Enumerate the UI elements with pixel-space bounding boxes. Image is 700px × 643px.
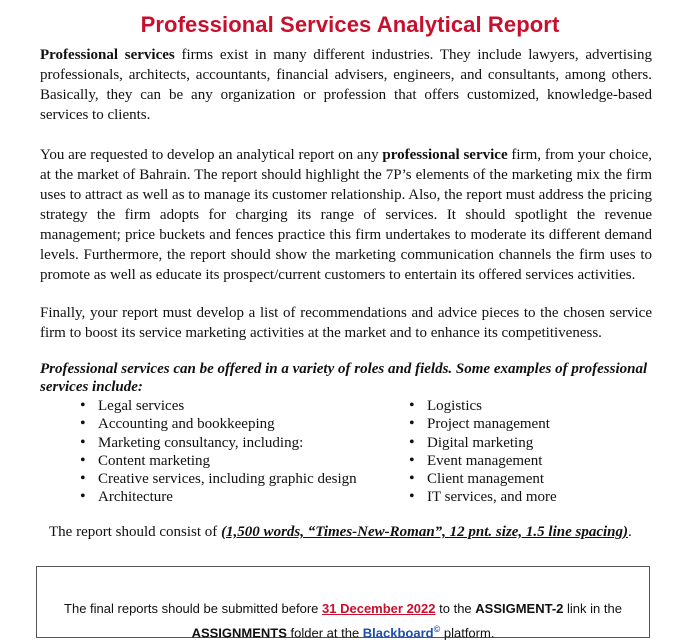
notice-text-2: to the bbox=[435, 601, 476, 616]
submission-notice-box bbox=[36, 566, 650, 641]
list-item: • Creative services, including graphic design bbox=[76, 470, 357, 488]
format-suffix: . bbox=[628, 524, 632, 540]
list-item: • Client management bbox=[405, 470, 557, 488]
platform-name: Blackboard bbox=[362, 625, 434, 641]
examples-right-list bbox=[405, 397, 557, 507]
list-item: • Marketing consultancy, including: bbox=[76, 434, 357, 452]
list-item: • Architecture bbox=[76, 488, 357, 506]
list-item: • Digital marketing bbox=[405, 434, 557, 452]
folder-name: ASSIGNMENTS bbox=[191, 625, 287, 641]
notice-text-1: The final reports should be submitted before bbox=[64, 601, 323, 616]
report-title: Professional Services Analytical Report bbox=[140, 12, 560, 37]
examples-intro: Professional services can be offered in a variety of roles and fields. Some examples of professional services include: bbox=[40, 361, 648, 395]
list-item: • Project management bbox=[405, 415, 557, 433]
list-item: • Logistics bbox=[405, 397, 557, 415]
format-prefix: The report should consist of bbox=[49, 524, 222, 540]
deadline-date: 31 December 2022 bbox=[322, 601, 436, 616]
list-item: • Accounting and bookkeeping bbox=[76, 415, 357, 433]
notice-text-5: platform. bbox=[440, 625, 495, 641]
list-item: • Content marketing bbox=[76, 452, 357, 470]
examples-left-list bbox=[76, 397, 357, 507]
list-item: • Event management bbox=[405, 452, 557, 470]
task-text-a: You are requested to develop an analytical report on any bbox=[40, 147, 383, 163]
task-bold: professional service bbox=[382, 147, 508, 163]
assignment-link-name: ASSIGMENT-2 bbox=[475, 601, 564, 616]
intro-lead: Professional services bbox=[40, 47, 175, 63]
task-text-b: firm, from your choice, at the market of Bahrain. The report should highlight the 7P’s elements of the marketing mix the firm uses to attract as well as to manage its customer relationship. Also, the report must address the pricing strategy the firm adopts for charging its range of services. It should spotlight the revenue management; price buckets and fences practice this firm undertakes to moderate its different demand levels. Furthermore, the report should show the marketing communication channels the firm uses to promote as well as educate its prospect/current customers to entertain its offered services activities. bbox=[40, 147, 653, 283]
intro-paragraph bbox=[40, 45, 652, 125]
notice-text-3: link in the bbox=[563, 601, 622, 616]
intro-text: firms exist in many different industries. They include lawyers, advertising professionals, architects, accountants, financial advisers, engineers, and consultants, among others. Basically, they can be any organization or profession that offers customized, knowledge-based services to clients. bbox=[40, 47, 653, 123]
recommendations-paragraph: Finally, your report must develop a list of recommendations and advice pieces to the chosen service firm to boost its service marketing activities at the market and to enhance its competitiveness. bbox=[40, 305, 652, 341]
format-requirement bbox=[49, 524, 632, 541]
format-spec: (1,500 words, “Times-New-Roman”, 12 pnt. size, 1.5 line spacing) bbox=[221, 524, 629, 540]
task-paragraph bbox=[40, 145, 652, 285]
notice-text-4: folder at the bbox=[286, 625, 363, 641]
copyright-mark: © bbox=[433, 624, 441, 634]
list-item: • IT services, and more bbox=[405, 488, 557, 506]
list-item: • Legal services bbox=[76, 397, 357, 415]
